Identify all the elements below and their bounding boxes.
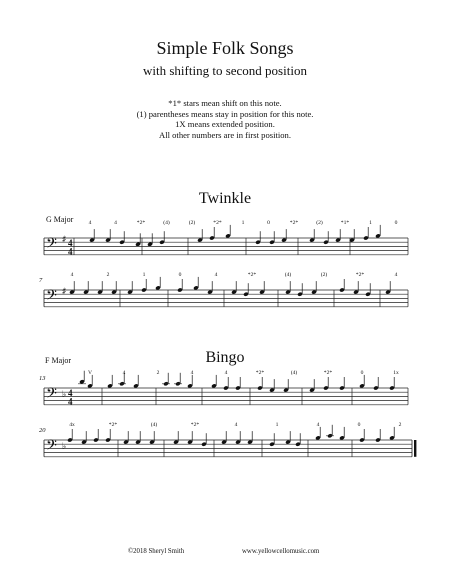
time-signature-top: 4 bbox=[68, 238, 73, 248]
measure-number: 20 bbox=[39, 427, 46, 434]
song-title-bingo: Bingo bbox=[205, 349, 245, 366]
measure-number: 13 bbox=[39, 375, 46, 382]
legend-line: *1* stars mean shift on this note. bbox=[168, 98, 282, 108]
fingering-label: 0 bbox=[178, 272, 182, 278]
fingering-label: 4 bbox=[394, 272, 398, 278]
time-signature-top: 4 bbox=[68, 388, 73, 398]
legend-notes bbox=[0, 98, 450, 140]
fingering-label: 0 bbox=[267, 220, 270, 226]
key-signature-label: G Major bbox=[46, 215, 74, 224]
fingering-label: (2) bbox=[188, 220, 196, 226]
flat-icon: ♭ bbox=[62, 441, 67, 451]
flat-icon: ♭ bbox=[62, 389, 67, 399]
legend-line: 1X means extended position. bbox=[175, 119, 275, 130]
staff-system bbox=[0, 222, 450, 272]
fingering-label: 0 bbox=[394, 220, 398, 226]
footer-copyright: ©2018 Sheryl Smith bbox=[128, 548, 185, 555]
fingering-label: 1 bbox=[142, 272, 146, 278]
fingering-label: 1 bbox=[241, 220, 245, 226]
fingering-label: V bbox=[87, 370, 93, 376]
fingering-label: 1x bbox=[393, 370, 399, 376]
fingering-label: 1 bbox=[369, 220, 372, 226]
fingering-label: 4 bbox=[234, 422, 238, 428]
fingering-label: (2) bbox=[316, 220, 323, 226]
fingering-label: 4 bbox=[190, 370, 194, 376]
footer-website: www.yellowcellomusic.com bbox=[242, 548, 320, 555]
legend-line: (1) parentheses means stay in position for this note. bbox=[136, 108, 314, 119]
fingering-label: 4 bbox=[114, 220, 117, 226]
fingering-label: *2* bbox=[289, 220, 299, 226]
fingering-label: 4 bbox=[214, 272, 218, 278]
fingering-label: *2* bbox=[136, 220, 146, 226]
fingering-label: 2 bbox=[106, 272, 110, 278]
bass-clef-icon: 𝄢 bbox=[46, 235, 57, 256]
fingering-label: *2* bbox=[213, 220, 222, 226]
fingering-label: *2* bbox=[190, 422, 200, 428]
bass-clef-icon: 𝄢 bbox=[46, 385, 57, 406]
song-title-twinkle: Twinkle bbox=[198, 190, 252, 207]
fingering-label: 4 bbox=[122, 370, 126, 376]
fingering-label: (4) bbox=[150, 422, 158, 428]
fingering-label: (2) bbox=[320, 272, 328, 278]
fingering-label: (4) bbox=[284, 272, 292, 278]
fingering-label: 0 bbox=[357, 422, 361, 428]
fingering-label: 4 bbox=[88, 220, 92, 226]
bass-clef-icon: 𝄢 bbox=[46, 437, 57, 458]
staff-system bbox=[0, 372, 450, 422]
fingering-label: 2 bbox=[156, 370, 160, 376]
fingering-label: 1 bbox=[275, 422, 279, 428]
page-subtitle: with shifting to second position bbox=[143, 63, 307, 78]
fingering-label: 4x bbox=[69, 422, 75, 428]
fingering-label: *2* bbox=[108, 422, 118, 428]
fingering-label: 4 bbox=[70, 272, 74, 278]
legend-line: All other numbers are in first position. bbox=[159, 129, 291, 140]
page-title: Simple Folk Songs bbox=[156, 38, 294, 58]
fingering-label: (4) bbox=[163, 220, 170, 226]
fingering-label: *2* bbox=[255, 370, 265, 376]
bass-clef-icon: 𝄢 bbox=[46, 287, 57, 308]
fingering-label: 0 bbox=[360, 370, 364, 376]
fingering-label: (4) bbox=[290, 370, 298, 376]
fingering-label: 4 bbox=[224, 370, 228, 376]
time-signature-bottom: 4 bbox=[68, 246, 73, 257]
staff-system bbox=[0, 274, 450, 324]
staff-system bbox=[0, 424, 450, 474]
fingering-label: 2 bbox=[398, 422, 402, 428]
sharp-icon: ♯ bbox=[62, 234, 66, 244]
sharp-icon: ♯ bbox=[62, 286, 66, 296]
fingering-label: *2* bbox=[355, 272, 365, 278]
time-signature-bottom: 4 bbox=[68, 396, 73, 407]
final-barline bbox=[414, 440, 416, 457]
key-signature-label: F Major bbox=[45, 356, 71, 365]
measure-number: 7 bbox=[39, 277, 43, 284]
fingering-label: 4 bbox=[316, 422, 320, 428]
fingering-label: *2* bbox=[247, 272, 257, 278]
fingering-label: *2* bbox=[323, 370, 333, 376]
fingering-label: *1* bbox=[340, 220, 350, 226]
